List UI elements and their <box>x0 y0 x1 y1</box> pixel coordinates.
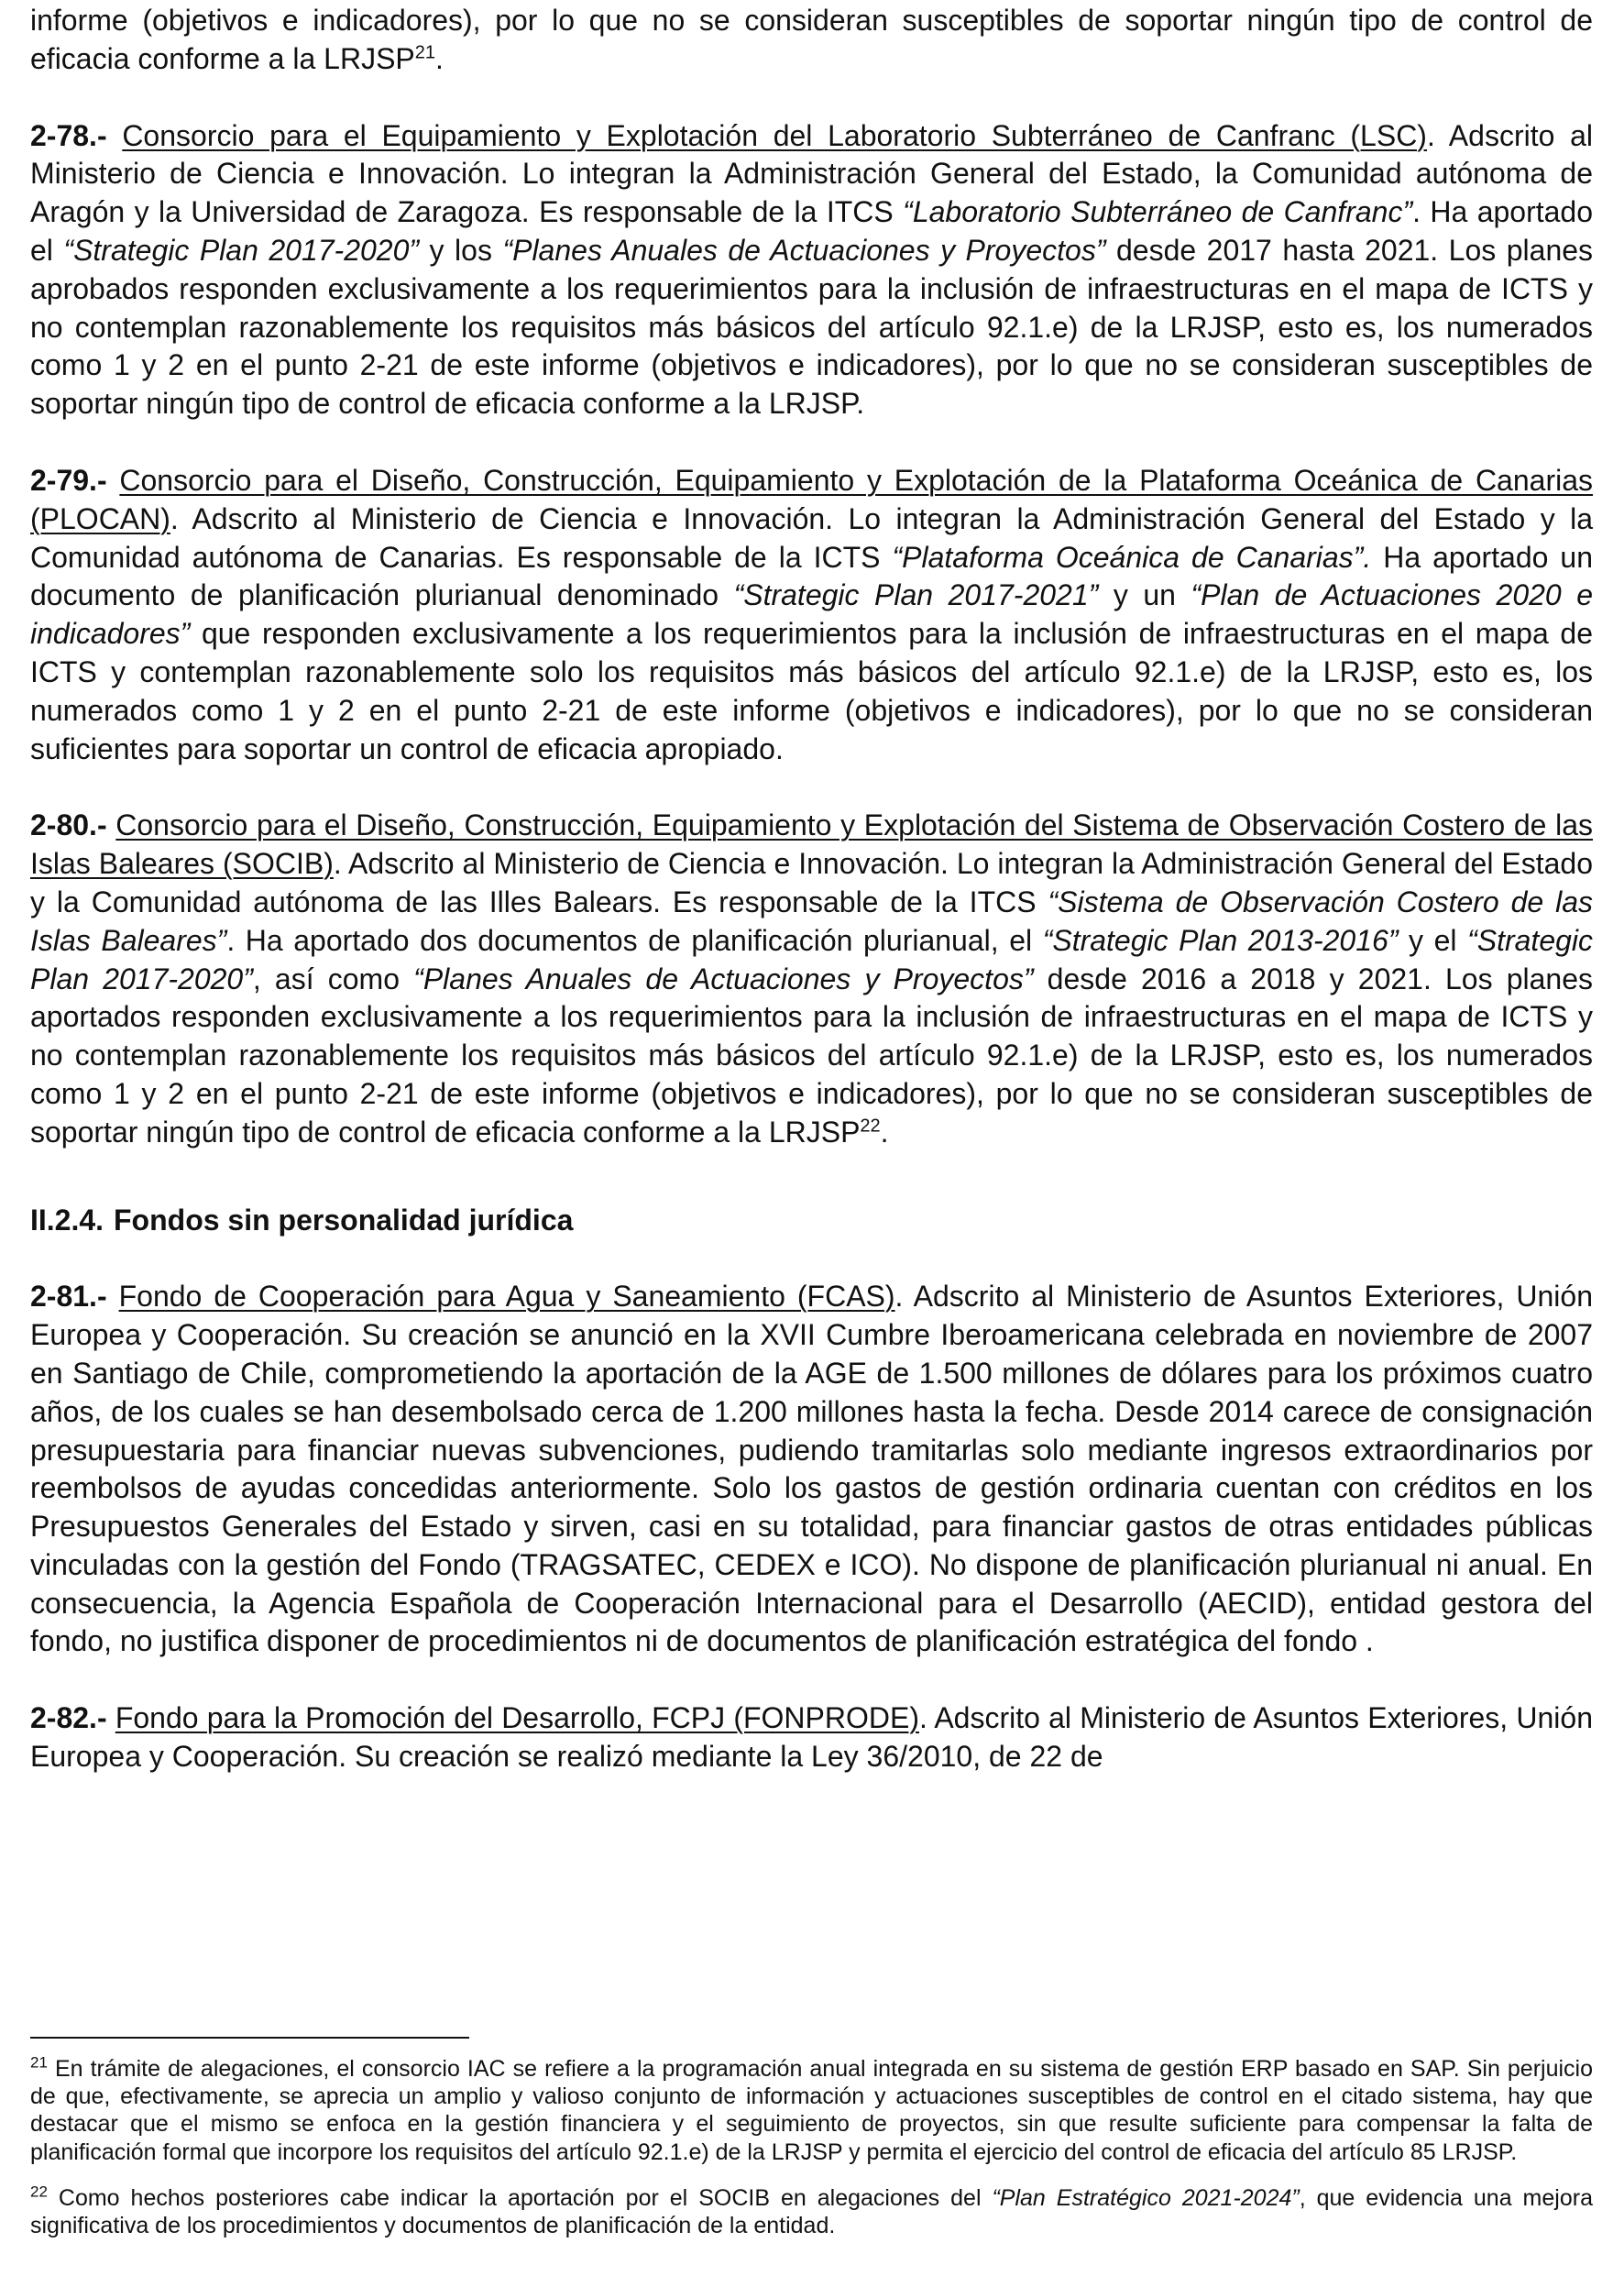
footnote-separator <box>30 2037 469 2039</box>
italic-title: “Plataforma Oceánica de Canarias”. <box>892 540 1372 574</box>
paragraph-number: 2-81.- <box>30 1280 107 1314</box>
italic-title: “Planes Anuales de Actuaciones y Proyectos” <box>502 233 1106 267</box>
footnote-ref-22[interactable]: 22 <box>860 1116 881 1137</box>
paragraph-text: y los <box>419 233 503 267</box>
continuation-text: informe (objetivos e indicadores), por lo que no se consideran susceptibles de soportar ningún tipo de control de eficacia conforme a la LRJSP <box>30 4 1593 75</box>
section-title: Fondos sin personalidad jurídica <box>114 1203 574 1237</box>
footnote-text: , que evidencia una mejora significativa de los procedimientos y documentos de planificación de la entidad. <box>30 2184 1593 2239</box>
paragraph-text: y un <box>1098 578 1191 612</box>
italic-title: “Strategic Plan 2017-2021” <box>733 578 1099 612</box>
italic-title: “Strategic Plan 2013-2016” <box>1042 923 1399 957</box>
footnote-italic-title: “Plan Estratégico 2021-2024” <box>992 2184 1300 2211</box>
paragraph-text: que responden exclusivamente a los requerimientos para la inclusión de infraestructuras en el mapa de ICTS y contemplan razonablemente solo los requisitos más básicos del artículo 92.1.e) de la LRJSP, esto es, los numerados como 1 y 2 en el punto 2-21 de este informe (objetivos e indicadores), por lo que no se consideran suficientes para soportar un control de eficacia apropiado. <box>30 617 1593 765</box>
footnote-ref-21[interactable]: 21 <box>414 42 435 63</box>
paragraph-text: . Ha aportado dos documentos de planificación plurianual, el <box>226 923 1043 957</box>
paragraph-text: , así como <box>252 962 414 995</box>
continuation-end: . <box>435 41 444 75</box>
italic-title: “Strategic Plan 2017-2020” <box>30 923 1594 995</box>
section-heading <box>30 1202 1593 1240</box>
italic-title: “Planes Anuales de Actuaciones y Proyectos” <box>413 962 1034 995</box>
paragraph-text: . Adscrito al Ministerio de Asuntos Exteriores, Unión Europea y Cooperación. Su creación se realizó mediante la Ley 36/2010, de 22 de <box>30 1701 1594 1774</box>
italic-title: “Laboratorio Subterráneo de Canfranc” <box>903 195 1413 229</box>
paragraph-number: 2-79.- <box>30 463 107 497</box>
footnote-mark: 22 <box>30 2183 48 2201</box>
entity-name: Consorcio para el Diseño, Construcción, Equipamiento y Explotación de la Plataforma Oceánica de Canarias (PLOCAN) <box>30 463 1594 535</box>
paragraph-text: . Adscrito al Ministerio de Ciencia e Innovación. Lo integran la Administración General del Estado, la Comunidad autónoma de Aragón y la Universidad de Zaragoza. Es responsable de la ITCS <box>30 118 1594 229</box>
footnote-mark: 21 <box>30 2053 48 2072</box>
italic-title: “Strategic Plan 2017-2020” <box>63 233 420 267</box>
footnote-text: Como hechos posteriores cabe indicar la aportación por el SOCIB en alegaciones del <box>47 2184 993 2211</box>
paragraph-text: . Adscrito al Ministerio de Ciencia e Innovación. Lo integran la Administración General del Estado y la Comunidad autónoma de Canarias. Es responsable de la ICTS <box>30 501 1593 574</box>
paragraph-number: 2-80.- <box>30 808 107 842</box>
paragraph-text: . Ha aportado el <box>30 195 1594 267</box>
paragraph-2-82 <box>30 1699 1593 1776</box>
italic-title: “Sistema de Observación Costero de las Islas Baleares” <box>30 885 1594 957</box>
paragraph-number: 2-82.- <box>30 1701 107 1735</box>
paragraph-text: . Adscrito al Ministerio de Asuntos Exteriores, Unión Europea y Cooperación. Su creación se anunció en la XVII Cumbre Iberoamericana celebrada en noviembre de 2007 en Santiago de Chile, comprometiendo la aportación de la AGE de 1.500 millones de dólares para los próximos cuatro años, de los cuales se han desembolsado cerca de 1.200 millones hasta la fecha. Desde 2014 carece de consignación presupuestaria para financiar nuevas subvenciones, pudiendo tramitarlas solo mediante ingresos extraordinarios por reembolsos de ayudas concedidas anteriormente. Solo los gastos de gestión ordinaria cuentan con créditos en los Presupuestos Generales del Estado y sirven, casi en su totalidad, para financiar gastos de otras entidades públicas vinculadas con la gestión del Fondo (TRAGSATEC, CEDEX e ICO). No dispone de planificación plurianual ni anual. En consecuencia, la Agencia Española de Cooperación Internacional para el Desarrollo (AECID), entidad gestora del fondo, no justifica disponer de procedimientos ni de documentos de planificación estratégica del fondo . <box>30 1280 1594 1658</box>
paragraph-2-81 <box>30 1278 1593 1661</box>
paragraph-continuation <box>30 2 1593 79</box>
footnote-text: En trámite de alegaciones, el consorcio IAC se refiere a la programación anual integrada en su sistema de gestión ERP basado en SAP. Sin perjuicio de que, efectivamente, se aprecia un amplio y valioso conjunto de información y actuaciones susceptibles de control en el citado sistema, hay que destacar que el mismo se enfoca en la gestión financiera y el seguimiento de proyectos, sin que resulte suficiente para compensar la falta de planificación formal que incorpore los requisitos del artículo 92.1.e) de la LRJSP y permita el ejercicio del control de eficacia del artículo 85 LRJSP. <box>30 2056 1593 2165</box>
paragraph-text: . Adscrito al Ministerio de Ciencia e Innovación. Lo integran la Administración General del Estado y la Comunidad autónoma de las Illes Balears. Es responsable de la ITCS <box>30 847 1594 918</box>
entity-name: Consorcio para el Diseño, Construcción, Equipamiento y Explotación del Sistema de Observación Costero de las Islas Baleares (SOCIB) <box>30 808 1594 881</box>
italic-title: “Plan de Actuaciones 2020 e indicadores” <box>30 578 1594 651</box>
entity-name: Consorcio para el Equipamiento y Explotación del Laboratorio Subterráneo de Canfranc (LSC) <box>122 118 1427 152</box>
paragraph-text: Ha aportado un documento de planificación plurianual denominado <box>30 540 1594 612</box>
paragraph-text: desde 2016 a 2018 y 2021. Los planes aportados responden exclusivamente a los requerimientos para la inclusión de infraestructuras en el mapa de ICTS y no contemplan razonablemente los requisitos más básicos del artículo 92.1.e) de la LRJSP, esto es, los numerados como 1 y 2 en el punto 2-21 de este informe (objetivos e indicadores), por lo que no se consideran susceptibles de soportar ningún tipo de control de eficacia conforme a la LRJSP <box>30 962 1594 1149</box>
footnote-22 <box>30 2184 1593 2239</box>
entity-name: Fondo para la Promoción del Desarrollo, FCPJ (FONPRODE) <box>115 1701 919 1735</box>
section-number: II.2.4. <box>30 1203 104 1237</box>
paragraph-text: . <box>880 1115 889 1149</box>
paragraph-2-79 <box>30 462 1593 768</box>
entity-name: Fondo de Cooperación para Agua y Saneamiento (FCAS) <box>118 1280 895 1314</box>
paragraph-2-80 <box>30 807 1593 1151</box>
paragraph-number: 2-78.- <box>30 118 107 152</box>
footnotes <box>30 2055 1593 2239</box>
paragraph-2-78 <box>30 117 1593 423</box>
footnote-21 <box>30 2055 1593 2166</box>
paragraph-text: y el <box>1398 923 1468 957</box>
paragraph-text: desde 2017 hasta 2021. Los planes aprobados responden exclusivamente a los requerimientos para la inclusión de infraestructuras en el mapa de ICTS y no contemplan razonablemente los requisitos más básicos del artículo 92.1.e) de la LRJSP, esto es, los numerados como 1 y 2 en el punto 2-21 de este informe (objetivos e indicadores), por lo que no se consideran susceptibles de soportar ningún tipo de control de eficacia conforme a la LRJSP. <box>30 233 1594 421</box>
